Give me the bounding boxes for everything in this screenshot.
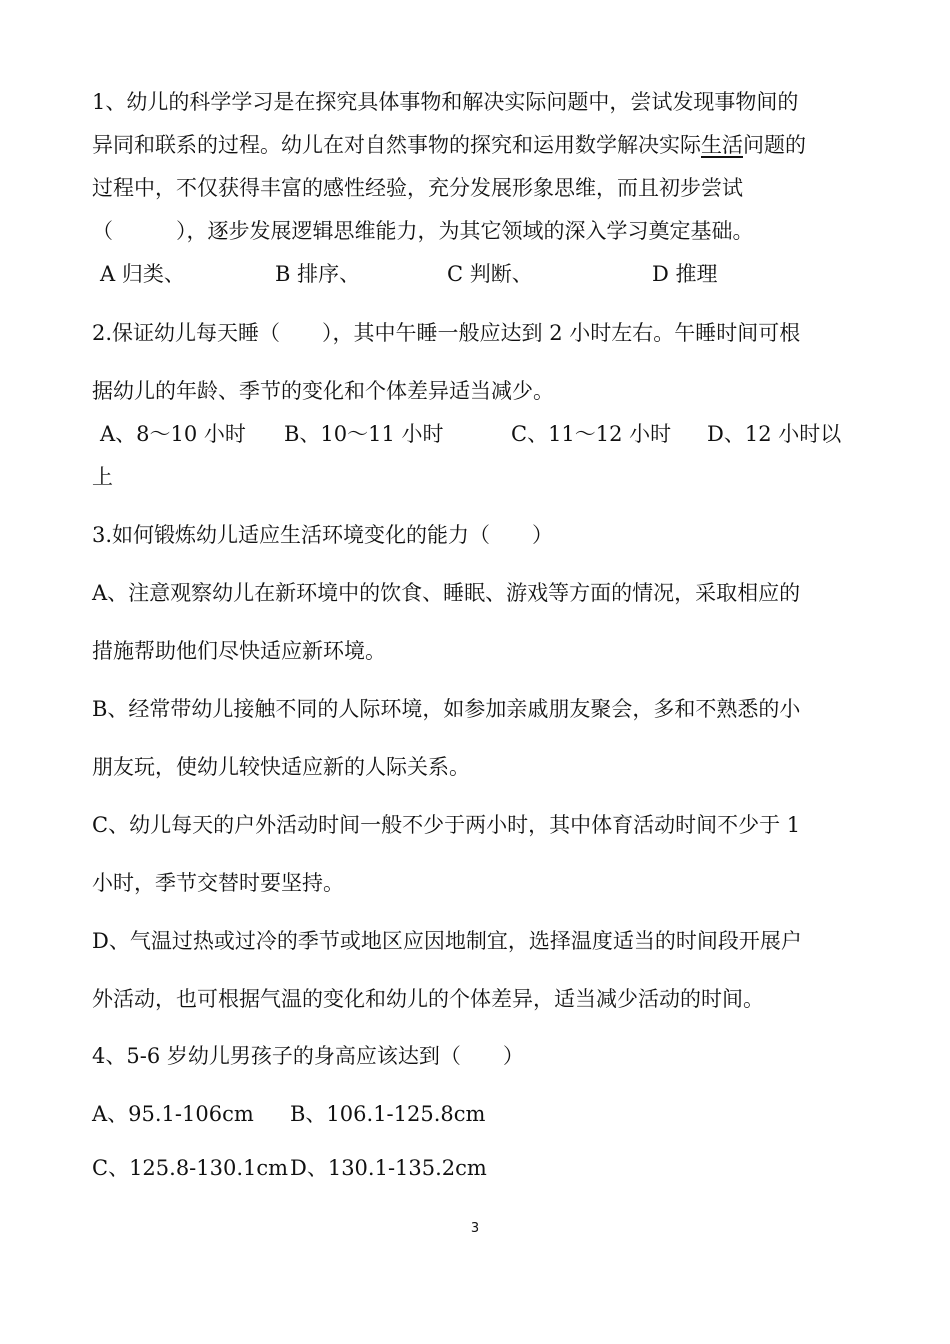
q3-option-b-line-2: 朋友玩，使幼儿较快适应新的人际关系。 [92,755,470,779]
q2-option-a: A、8～10 小时 [100,422,246,446]
q4-option-b: B、106.1-125.8cm [290,1102,486,1126]
q1-option-b: B 排序、 [275,262,361,286]
q4-stem: 4、5-6 岁幼儿男孩子的身高应该达到（ ） [92,1044,524,1068]
q2-option-d: D、12 小时以 [707,422,842,446]
q3-option-a-line-1: A、注意观察幼儿在新环境中的饮食、睡眠、游戏等方面的情况，采取相应的 [92,581,801,605]
q1-option-a: A 归类、 [100,262,185,286]
page-number: 3 [470,1221,480,1236]
q1-line-3: 过程中，不仅获得丰富的感性经验，充分发展形象思维，而且初步尝试 [92,176,743,200]
q1-line-1: 1、幼儿的科学学习是在探究具体事物和解决实际问题中，尝试发现事物间的 [92,90,799,114]
q3-option-d-line-2: 外活动，也可根据气温的变化和幼儿的个体差异，适当减少活动的时间。 [92,987,764,1011]
q2-option-c: C、11～12 小时 [511,422,672,446]
q2-line-1: 2.保证幼儿每天睡（ ），其中午睡一般应达到 2 小时左右。午睡时间可根 [92,321,801,345]
q1-underlined-word: 生活 [701,133,743,157]
q1-line-4: （ ），逐步发展逻辑思维能力，为其它领域的深入学习奠定基础。 [92,219,754,243]
q1-line-2-text-a: 异同和联系的过程。幼儿在对自然事物的探究和运用数学解决实际 [92,133,701,157]
q1-line-2-text-b: 问题的 [743,133,806,157]
q4-option-d: D、130.1-135.2cm [290,1156,487,1180]
q2-option-b: B、10～11 小时 [284,422,444,446]
q1-option-c: C 判断、 [447,262,533,286]
q4-option-c: C、125.8-130.1cm [92,1156,289,1180]
q1-line-2 [92,130,872,160]
q3-option-d-line-1: D、气温过热或过冷的季节或地区应因地制宜，选择温度适当的时间段开展户 [92,929,802,953]
q3-stem: 3.如何锻炼幼儿适应生活环境变化的能力（ ） [92,523,554,547]
q2-option-d-wrap: 上 [92,465,113,489]
q1-option-d: D 推理 [652,262,718,286]
q2-line-2: 据幼儿的年龄、季节的变化和个体差异适当减少。 [92,379,554,403]
q3-option-c-line-1: C、幼儿每天的户外活动时间一般不少于两小时，其中体育活动时间不少于 1 [92,813,801,837]
q3-option-c-line-2: 小时，季节交替时要坚持。 [92,871,344,895]
q3-option-a-line-2: 措施帮助他们尽快适应新环境。 [92,639,386,663]
q4-option-a: A、95.1-106cm [92,1102,254,1126]
q3-option-b-line-1: B、经常带幼儿接触不同的人际环境，如参加亲戚朋友聚会，多和不熟悉的小 [92,697,801,721]
